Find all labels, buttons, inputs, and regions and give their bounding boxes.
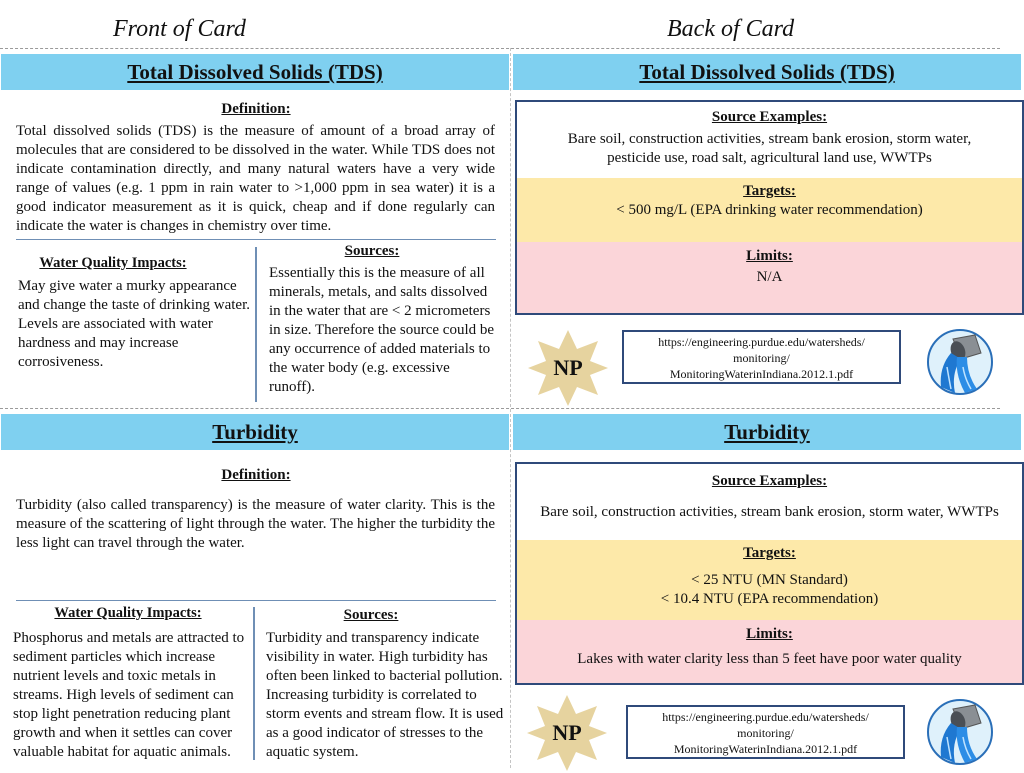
turbidity-source-url[interactable] <box>626 705 905 759</box>
turbidity-sources-text: Turbidity and transparency indicate visibility in water. High turbidity has often been linked to bacterial pollution. Increasing turbidity is correlated to storm events and stream flow. It is used as a good indicator of stresses to the aquatic system. <box>266 630 504 760</box>
center-divider <box>510 48 511 768</box>
tds-url-line-3: MonitoringWaterinIndiana.2012.1.pdf <box>669 367 854 381</box>
turbidity-np-label-wrap <box>527 693 607 768</box>
turbidity-back-banner: Turbidity <box>513 414 1021 450</box>
turbidity-url-line-2: monitoring/ <box>737 726 794 740</box>
tds-front-column-divider <box>255 247 257 402</box>
turbidity-url-line-3: MonitoringWaterinIndiana.2012.1.pdf <box>673 742 858 756</box>
tds-targets-heading: Targets: <box>743 183 796 199</box>
turbidity-front-column-divider <box>253 607 255 760</box>
tds-front-banner: Total Dissolved Solids (TDS) <box>1 54 509 90</box>
tds-sources-heading: Sources: <box>344 243 400 259</box>
turbidity-info-box <box>515 462 1024 685</box>
middle-divider <box>0 408 1000 409</box>
tds-impacts-heading: Water Quality Impacts: <box>39 255 187 271</box>
turbidity-front-banner: Turbidity <box>1 414 509 450</box>
tds-front-divider <box>16 239 496 240</box>
turbidity-pipe-outflow-icon <box>925 697 995 767</box>
tds-definition-text: Total dissolved solids (TDS) is the measure of amount of a broad array of molecules that are considered to be dissolved in the water. While TDS does not indicate contamination directly, and many natural waters have a very wide range of values (e.g. 1 ppm in rain water to >1,000 ppm in sea water) it is a good indicator measurement as it is quick, cheap and if done regularly can indicate the water is changes in chemistry over time. <box>16 123 495 234</box>
turbidity-definition-heading: Definition: <box>221 467 291 483</box>
tds-target-1: < 500 mg/L (EPA drinking water recommendation) <box>616 202 923 218</box>
tds-limits-band <box>517 242 1022 313</box>
tds-url-line-1: https://engineering.purdue.edu/watersheds/ <box>658 335 865 349</box>
turbidity-source-examples-heading: Source Examples: <box>711 473 828 489</box>
turbidity-limits-text: Lakes with water clarity less than 5 feet have poor water quality <box>577 651 962 667</box>
tds-sources-text: Essentially this is the measure of all minerals, metals, and salts dissolved in the water that are < 2 micrometers in size. Therefore the source could be any occurrence of added materials to the water body (e.g. excessive runoff). <box>269 265 495 395</box>
tds-pipe-outflow-icon <box>925 327 995 397</box>
tds-url-line-2: monitoring/ <box>733 351 790 365</box>
front-of-card-title: Front of Card <box>113 16 246 42</box>
tds-np-label: NP <box>553 355 583 380</box>
turbidity-source-examples-band <box>517 464 1022 540</box>
turbidity-source-examples-text: Bare soil, construction activities, stream bank erosion, storm water, WWTPs <box>540 504 999 520</box>
turbidity-definition-text: Turbidity (also called transparency) is the measure of water clarity. This is the measure of the scattering of light through the water. The higher the turbidity the less light can travel through the water. <box>16 497 495 551</box>
turbidity-impacts-heading: Water Quality Impacts: <box>54 605 202 621</box>
turbidity-targets-band <box>517 540 1022 620</box>
turbidity-front-divider <box>16 600 496 601</box>
tds-limits-text: N/A <box>756 269 783 285</box>
top-divider <box>0 48 1000 49</box>
turbidity-target-1: < 25 NTU (MN Standard) <box>691 572 848 588</box>
tds-source-examples-band <box>517 102 1022 178</box>
tds-source-url[interactable] <box>622 330 901 384</box>
turbidity-limits-band <box>517 620 1022 683</box>
turbidity-np-label: NP <box>552 720 582 745</box>
turbidity-url-line-1: https://engineering.purdue.edu/watersheds/ <box>662 710 869 724</box>
tds-info-box <box>515 100 1024 315</box>
tds-source-examples-text: Bare soil, construction activities, stream bank erosion, storm water, pesticide use, road salt, agricultural land use, WWTPs <box>567 131 972 166</box>
turbidity-targets-heading: Targets: <box>743 545 796 561</box>
tds-definition-heading: Definition: <box>221 101 291 117</box>
tds-targets-band <box>517 178 1022 242</box>
turbidity-sources-heading: Sources: <box>343 607 399 623</box>
tds-np-label-wrap <box>528 328 608 408</box>
turbidity-target-2: < 10.4 NTU (EPA recommendation) <box>660 591 879 607</box>
turbidity-impacts-text: Phosphorus and metals are attracted to sediment particles which increase nutrient levels and toxic metals in streams. High levels of sediment can stop light penetration reducing plant growth and when it settles can cover valuable habitat for aquatic animals. <box>13 630 245 760</box>
tds-impacts-text: May give water a murky appearance and change the taste of drinking water. Levels are associated with water hardness and may increase corrosiveness. <box>18 278 251 370</box>
back-of-card-title: Back of Card <box>667 16 795 42</box>
tds-limits-heading: Limits: <box>746 248 793 264</box>
turbidity-limits-heading: Limits: <box>746 626 793 642</box>
tds-source-examples-heading: Source Examples: <box>711 109 828 125</box>
tds-back-banner: Total Dissolved Solids (TDS) <box>513 54 1021 90</box>
